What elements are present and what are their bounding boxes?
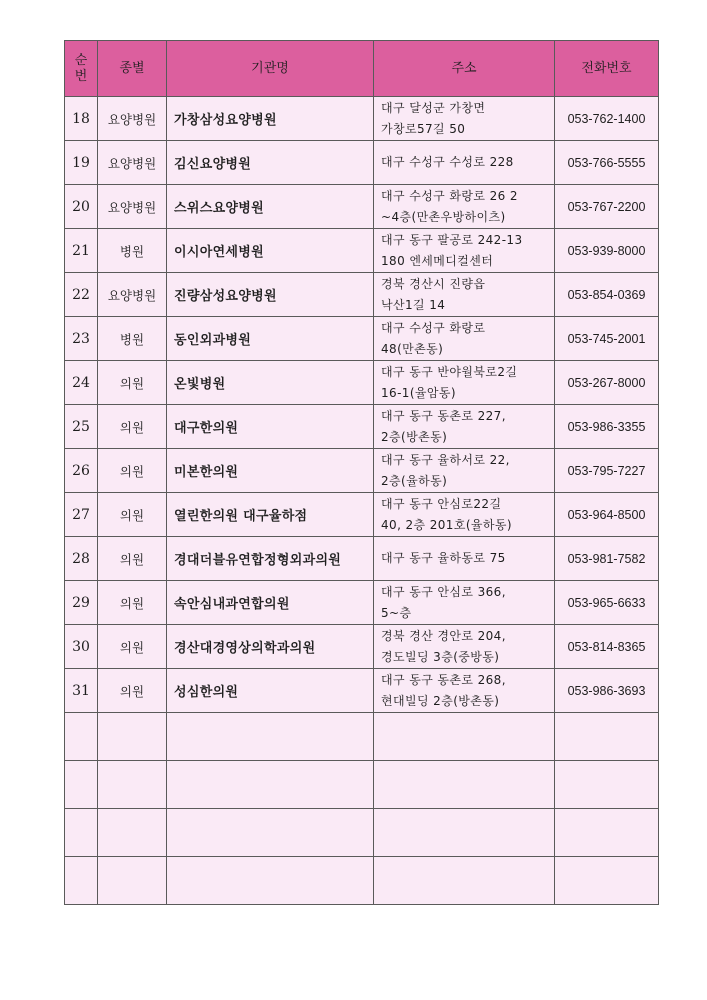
- institution-type: 의원: [98, 537, 167, 581]
- phone-number: 053-267-8000: [555, 361, 659, 405]
- empty-cell: [555, 809, 659, 857]
- phone-number: 053-986-3693: [555, 669, 659, 713]
- row-number: 18: [65, 97, 98, 141]
- row-number: 24: [65, 361, 98, 405]
- institution-type: 의원: [98, 449, 167, 493]
- address-line-1: 대구 동구 안심로 366,: [381, 584, 506, 599]
- phone-number: 053-964-8500: [555, 493, 659, 537]
- institution-name: 온빛병원: [167, 361, 374, 405]
- phone-number: 053-981-7582: [555, 537, 659, 581]
- institution-name: 동인외과병원: [167, 317, 374, 361]
- institution-address: [374, 141, 555, 185]
- address-line-2: 16-1(율암동): [381, 385, 456, 400]
- row-number: 28: [65, 537, 98, 581]
- institution-type: 의원: [98, 581, 167, 625]
- header-phone: 전화번호: [555, 41, 659, 97]
- phone-number: 053-939-8000: [555, 229, 659, 273]
- table-header-row: [65, 41, 659, 97]
- header-number: [65, 41, 98, 97]
- header-number-line1: 순: [74, 52, 88, 68]
- address-line-2: ~4층(만촌우방하이츠): [381, 209, 506, 224]
- header-address: 주소: [374, 41, 555, 97]
- institution-name: 미본한의원: [167, 449, 374, 493]
- institution-name: 스위스요양병원: [167, 185, 374, 229]
- institution-type: 의원: [98, 493, 167, 537]
- phone-number: 053-767-2200: [555, 185, 659, 229]
- empty-cell: [167, 809, 374, 857]
- institution-type: 병원: [98, 229, 167, 273]
- institution-type: 의원: [98, 405, 167, 449]
- table-row: [65, 361, 659, 405]
- phone-number: 053-854-0369: [555, 273, 659, 317]
- empty-cell: [98, 857, 167, 905]
- table-row: [65, 229, 659, 273]
- empty-cell: [374, 713, 555, 761]
- address-line-1: 대구 동구 동촌로 268,: [381, 672, 506, 687]
- address-line-2: 2층(율하동): [381, 473, 448, 488]
- row-number: 27: [65, 493, 98, 537]
- address-line-1: 대구 달성군 가창면: [381, 100, 486, 115]
- address-line-1: 대구 동구 팔공로 242-13: [381, 232, 523, 247]
- institution-name: 성심한의원: [167, 669, 374, 713]
- institution-name: 대구한의원: [167, 405, 374, 449]
- table-row: [65, 141, 659, 185]
- institution-address: [374, 493, 555, 537]
- document-sheet: [64, 40, 658, 905]
- table-row: [65, 273, 659, 317]
- empty-cell: [65, 713, 98, 761]
- row-number: 25: [65, 405, 98, 449]
- institution-address: [374, 97, 555, 141]
- phone-number: 053-762-1400: [555, 97, 659, 141]
- address-line-1: 대구 동구 안심로22길: [381, 496, 502, 511]
- empty-cell: [555, 713, 659, 761]
- institution-name: 진량삼성요양병원: [167, 273, 374, 317]
- table-row: [65, 405, 659, 449]
- empty-cell: [374, 809, 555, 857]
- institution-type: 요양병원: [98, 141, 167, 185]
- institution-type: 요양병원: [98, 273, 167, 317]
- empty-cell: [98, 761, 167, 809]
- address-line-2: 2층(방촌동): [381, 429, 448, 444]
- address-line-1: 대구 수성구 화랑로 26 2: [381, 188, 518, 203]
- institution-address: [374, 361, 555, 405]
- row-number: 23: [65, 317, 98, 361]
- address-line-1: 대구 동구 율하동로 75: [381, 551, 506, 565]
- table-row: [65, 97, 659, 141]
- phone-number: 053-986-3355: [555, 405, 659, 449]
- table-row: [65, 581, 659, 625]
- address-line-2: 경도빌딩 3층(중방동): [381, 649, 500, 664]
- empty-cell: [98, 713, 167, 761]
- address-line-1: 대구 수성구 화랑로: [381, 320, 486, 335]
- table-row: [65, 537, 659, 581]
- empty-table-row: [65, 713, 659, 761]
- address-line-2: 48(만촌동): [381, 341, 444, 356]
- institution-type: 요양병원: [98, 97, 167, 141]
- address-line-2: 180 엔세메디컬센터: [381, 253, 494, 268]
- row-number: 31: [65, 669, 98, 713]
- address-line-2: 40, 2층 201호(율하동): [381, 517, 512, 532]
- phone-number: 053-965-6633: [555, 581, 659, 625]
- institution-address: [374, 625, 555, 669]
- row-number: 26: [65, 449, 98, 493]
- institution-type: 의원: [98, 361, 167, 405]
- address-line-1: 대구 동구 동촌로 227,: [381, 408, 506, 423]
- empty-cell: [374, 761, 555, 809]
- institution-address: [374, 449, 555, 493]
- empty-cell: [374, 857, 555, 905]
- institution-name: 속안심내과연합의원: [167, 581, 374, 625]
- header-name: 기관명: [167, 41, 374, 97]
- empty-cell: [167, 857, 374, 905]
- institution-type: 의원: [98, 669, 167, 713]
- institution-address: [374, 405, 555, 449]
- institution-name: 가창삼성요양병원: [167, 97, 374, 141]
- table-row: [65, 185, 659, 229]
- empty-cell: [555, 761, 659, 809]
- row-number: 19: [65, 141, 98, 185]
- row-number: 22: [65, 273, 98, 317]
- empty-table-row: [65, 857, 659, 905]
- phone-number: 053-795-7227: [555, 449, 659, 493]
- institution-name: 열린한의원 대구율하점: [167, 493, 374, 537]
- empty-cell: [167, 761, 374, 809]
- table-row: [65, 669, 659, 713]
- institution-type: 병원: [98, 317, 167, 361]
- empty-cell: [555, 857, 659, 905]
- institution-address: [374, 185, 555, 229]
- empty-cell: [65, 761, 98, 809]
- header-type: 종별: [98, 41, 167, 97]
- institution-address: [374, 537, 555, 581]
- row-number: 21: [65, 229, 98, 273]
- empty-cell: [65, 857, 98, 905]
- institution-type: 요양병원: [98, 185, 167, 229]
- empty-table-row: [65, 809, 659, 857]
- address-line-1: 대구 동구 반야월북로2길: [381, 364, 518, 379]
- institution-table: [64, 40, 659, 905]
- empty-cell: [167, 713, 374, 761]
- table-row: [65, 449, 659, 493]
- institution-name: 김신요양병원: [167, 141, 374, 185]
- phone-number: 053-814-8365: [555, 625, 659, 669]
- institution-address: [374, 669, 555, 713]
- empty-table-row: [65, 761, 659, 809]
- address-line-1: 경북 경산시 진량읍: [381, 276, 486, 291]
- header-number-line2: 번: [74, 68, 88, 84]
- table-row: [65, 493, 659, 537]
- table-body: [65, 97, 659, 905]
- address-line-1: 대구 수성구 수성로 228: [381, 155, 514, 169]
- institution-name: 이시아연세병원: [167, 229, 374, 273]
- phone-number: 053-766-5555: [555, 141, 659, 185]
- address-line-1: 경북 경산 경안로 204,: [381, 628, 506, 643]
- table-row: [65, 625, 659, 669]
- phone-number: 053-745-2001: [555, 317, 659, 361]
- institution-address: [374, 273, 555, 317]
- address-line-2: 가창로57길 50: [381, 121, 466, 136]
- institution-address: [374, 581, 555, 625]
- institution-address: [374, 229, 555, 273]
- address-line-2: 현대빌딩 2층(방촌동): [381, 693, 500, 708]
- empty-cell: [65, 809, 98, 857]
- address-line-1: 대구 동구 율하서로 22,: [381, 452, 510, 467]
- address-line-2: 낙산1길 14: [381, 297, 446, 312]
- institution-type: 의원: [98, 625, 167, 669]
- institution-name: 경대더블유연합정형외과의원: [167, 537, 374, 581]
- table-row: [65, 317, 659, 361]
- address-line-2: 5~층: [381, 605, 412, 620]
- row-number: 20: [65, 185, 98, 229]
- institution-address: [374, 317, 555, 361]
- empty-cell: [98, 809, 167, 857]
- row-number: 29: [65, 581, 98, 625]
- institution-name: 경산대경영상의학과의원: [167, 625, 374, 669]
- row-number: 30: [65, 625, 98, 669]
